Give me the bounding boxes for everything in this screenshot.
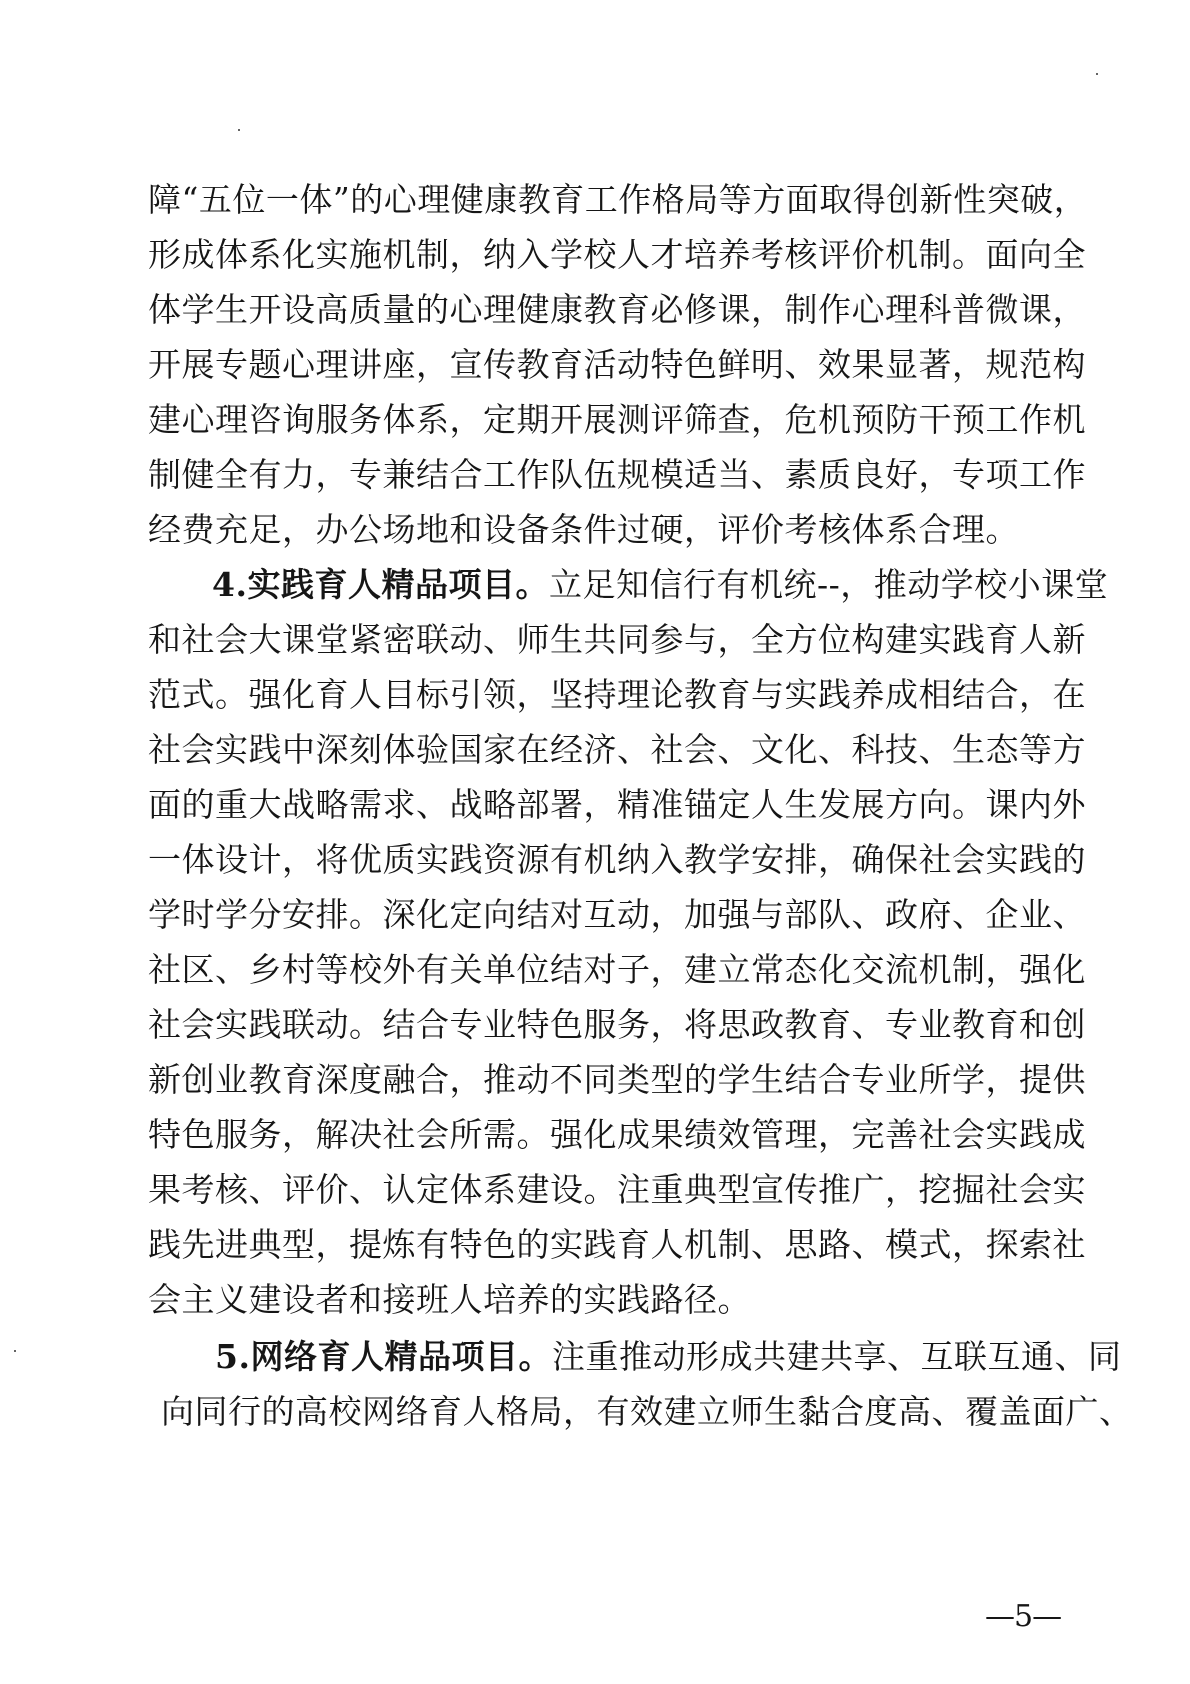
paragraph-line: 践先进典型，提炼有特色的实践育人机制、思路、模式，探索社 — [148, 1225, 1086, 1264]
paragraph-line: 开展专题心理讲座，宣传教育活动特色鲜明、效果显著，规范构 — [148, 345, 1086, 384]
section-4-first-line-text: 立足知信行有机统--，推动学校小课堂 — [548, 565, 1109, 604]
paragraph-line: 形成体系化实施机制，纳入学校人才培养考核评价机制。面向全 — [148, 235, 1086, 274]
section-5-heading: 5.网络育人精品项目。 — [215, 1337, 552, 1376]
section-5-first-line — [215, 1337, 1122, 1377]
paragraph-line: 新创业教育深度融合，推动不同类型的学生结合专业所学，提供 — [148, 1060, 1086, 1099]
section-4-heading: 4.实践育人精品项目。 — [212, 565, 549, 604]
page-number: —5— — [985, 1599, 1062, 1634]
paragraph-line: 特色服务，解决社会所需。强化成果绩效管理，完善社会实践成 — [148, 1115, 1086, 1154]
paragraph-line: 果考核、评价、认定体系建设。注重典型宣传推广，挖掘社会实 — [148, 1170, 1086, 1209]
scan-speck — [14, 1350, 16, 1352]
paragraph-line: 建心理咨询服务体系，定期开展测评筛查，危机预防干预工作机 — [148, 400, 1086, 439]
paragraph-line: 社会实践中深刻体验国家在经济、社会、文化、科技、生态等方 — [148, 730, 1086, 769]
paragraph-line: 体学生开设高质量的心理健康教育必修课，制作心理科普微课， — [148, 290, 1086, 329]
paragraph-line: 向同行的高校网络育人格局，有效建立师生黏合度高、覆盖面广、 — [161, 1392, 1133, 1431]
section-5-first-line-text: 注重推动形成共建共享、互联互通、同 — [551, 1337, 1122, 1376]
paragraph-line: 制健全有力，专兼结合工作队伍规模适当、素质良好，专项工作 — [148, 455, 1086, 494]
section-4-first-line — [212, 565, 1109, 605]
scan-speck — [238, 129, 240, 131]
paragraph-line: 障“五位一体”的心理健康教育工作格局等方面取得创新性突破， — [148, 180, 1088, 219]
paragraph-line: 社会实践联动。结合专业特色服务，将思政教育、专业教育和创 — [148, 1005, 1086, 1044]
paragraph-line: 一体设计，将优质实践资源有机纳入教学安排，确保社会实践的 — [148, 840, 1086, 879]
paragraph-line: 和社会大课堂紧密联动、师生共同参与，全方位构建实践育人新 — [148, 620, 1086, 659]
paragraph-line: 面的重大战略需求、战略部署，精准锚定人生发展方向。课内外 — [148, 785, 1086, 824]
paragraph-line: 经费充足，办公场地和设备条件过硬，评价考核体系合理。 — [148, 510, 1019, 549]
paragraph-line: 学时学分安排。深化定向结对互动，加强与部队、政府、企业、 — [148, 895, 1086, 934]
scan-speck — [1096, 73, 1098, 75]
paragraph-line: 会主义建设者和接班人培养的实践路径。 — [148, 1280, 751, 1319]
paragraph-line: 社区、乡村等校外有关单位结对子，建立常态化交流机制，强化 — [148, 950, 1086, 989]
paragraph-line: 范式。强化育人目标引领，坚持理论教育与实践养成相结合，在 — [148, 675, 1086, 714]
